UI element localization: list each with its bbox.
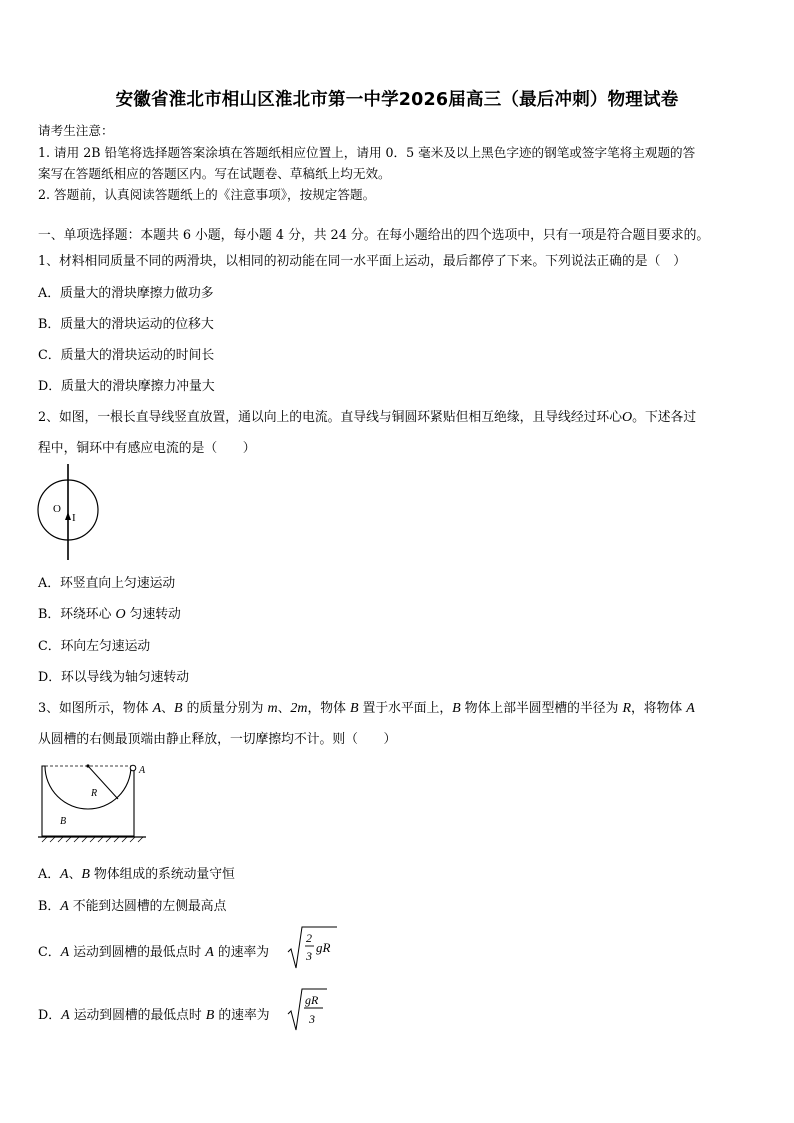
q3-var: A	[686, 701, 695, 716]
option-label: B．	[38, 899, 61, 914]
notice-item-2: 2. 答题前，认真阅读答题纸上的《注意事项》，按规定答题。	[38, 187, 376, 202]
q1-option-a: A．质量大的滑块摩擦力做功多	[38, 286, 214, 301]
q1-stem: 1、材料相同质量不同的两滑块，以相同的初动能在同一水平面上运动，最后都停了下来。下列说法正确的是（ ）	[38, 254, 686, 269]
q1-option-d: D．质量大的滑块摩擦力冲量大	[38, 379, 215, 394]
option-text: 、	[68, 867, 82, 882]
option-text: 不能到达圆槽的左侧最高点	[68, 899, 227, 914]
current-label: I	[72, 512, 76, 524]
q3-var: B	[349, 701, 359, 716]
label-b: B	[60, 816, 67, 827]
block-b	[42, 766, 134, 836]
q3-var: A	[205, 945, 214, 960]
q3-stem-text: 的质量分别为	[182, 701, 268, 716]
notice-item-1-line-2: 案写在答题纸相应的答题区内。写在试题卷、草稿纸上均无效。	[38, 166, 391, 181]
ring-center-label: O	[53, 503, 61, 515]
q2-option-b-text: B．环绕环心	[38, 607, 116, 622]
option-text: 物体组成的系统动量守恒	[89, 867, 235, 882]
current-arrow-icon	[65, 512, 71, 520]
q3-var: A	[152, 701, 162, 716]
option-text: 的速率为	[213, 945, 270, 960]
q3-var: B	[81, 867, 90, 882]
fraction-numerator: gR	[305, 993, 319, 1007]
option-text: 运动到圆槽的最低点时	[69, 1008, 206, 1023]
q2-option-b-var: O	[115, 607, 126, 622]
q2-stem-var: O	[622, 410, 633, 425]
q3-option-c	[38, 941, 269, 961]
q2-option-c: C．环向左匀速运动	[38, 639, 151, 654]
notice-item-1-line-1: 1. 请用 2B 铅笔将选择题答案涂填在答题纸相应位置上，请用 0．5 毫米及以上黑色字迹的钢笔或签字笔将主观题的答	[38, 145, 696, 160]
q2-stem-line-1	[38, 406, 696, 426]
q3-var: m	[267, 701, 278, 716]
q3-var: A	[61, 1008, 70, 1023]
q3-stem-line-1	[38, 697, 695, 717]
q3-option-d	[38, 1004, 270, 1024]
q3-stem-text: 、	[161, 701, 174, 716]
q3-stem-text: 物体上部半圆型槽的半径为	[460, 701, 623, 716]
q3-var: A	[60, 899, 69, 914]
q3-stem-line-2: 从圆槽的右侧最顶端由静止释放，一切摩擦均不计。则（ ）	[38, 732, 397, 747]
q2-stem-text-end: 。下述各过	[632, 410, 697, 425]
q3-figure-groove	[36, 758, 156, 844]
q3-var: B	[173, 701, 183, 716]
fraction-denominator: 3	[309, 1012, 315, 1026]
label-r: R	[91, 788, 98, 799]
q3-option-b	[38, 895, 226, 915]
q3-var: B	[205, 1008, 215, 1023]
q3-option-a	[38, 863, 235, 883]
q2-figure-ring-wire	[34, 460, 106, 564]
fraction-denominator: 3	[306, 949, 312, 963]
option-text: 的速率为	[214, 1008, 270, 1023]
q1-option-c: C．质量大的滑块运动的时间长	[38, 348, 215, 363]
formula-tail: gR	[316, 940, 331, 955]
q3-var: 2m	[290, 701, 308, 716]
q3-stem-text: ，将物体	[631, 701, 687, 716]
q3-stem-text: 置于水平面上，	[358, 701, 453, 716]
option-text: 运动到圆槽的最低点时	[69, 945, 206, 960]
q1-option-b: B．质量大的滑块运动的位移大	[38, 317, 214, 332]
q3-stem-text: 、	[277, 701, 291, 716]
q3-stem-text: 3、如图所示，物体	[38, 701, 153, 716]
q3-var: B	[452, 701, 461, 716]
option-label: C．	[38, 945, 61, 960]
q2-option-d: D．环以导线为轴匀速转动	[38, 670, 190, 685]
q2-stem-text: 2、如图，一根长直导线竖直放置，通以向上的电流。直导线与铜圆环紧贴但相互绝缘，且导线经过环心	[38, 410, 623, 425]
groove-center	[86, 764, 89, 767]
q2-stem-line-2: 程中，铜环中有感应电流的是（ ）	[38, 441, 256, 456]
q3-stem-text: ，物体	[307, 701, 350, 716]
q3-var: A	[60, 945, 70, 960]
section-heading: 一、单项选择题：本题共 6 小题，每小题 4 分，共 24 分。在每小题给出的四个选项中，只有一项是符合题目要求的。	[38, 228, 710, 243]
q2-option-b	[38, 603, 181, 623]
label-a: A	[139, 765, 146, 776]
object-a	[130, 765, 136, 771]
notice-heading: 请考生注意：	[38, 123, 114, 138]
q3-option-d-formula	[287, 986, 331, 1032]
option-label: D．	[38, 1008, 62, 1023]
q3-var: R	[622, 701, 631, 716]
q2-option-b-text-end: 匀速转动	[125, 607, 181, 622]
q3-var: A	[60, 867, 69, 882]
q2-option-a: A．环竖直向上匀速运动	[38, 576, 176, 591]
fraction-numerator: 2	[306, 931, 312, 945]
q3-option-c-formula	[287, 924, 339, 970]
option-label: A．	[38, 867, 61, 882]
page-title: 安徽省淮北市相山区淮北市第一中学2026届高三（最后冲刺）物理试卷	[115, 90, 679, 110]
ground-hatching	[42, 837, 143, 842]
